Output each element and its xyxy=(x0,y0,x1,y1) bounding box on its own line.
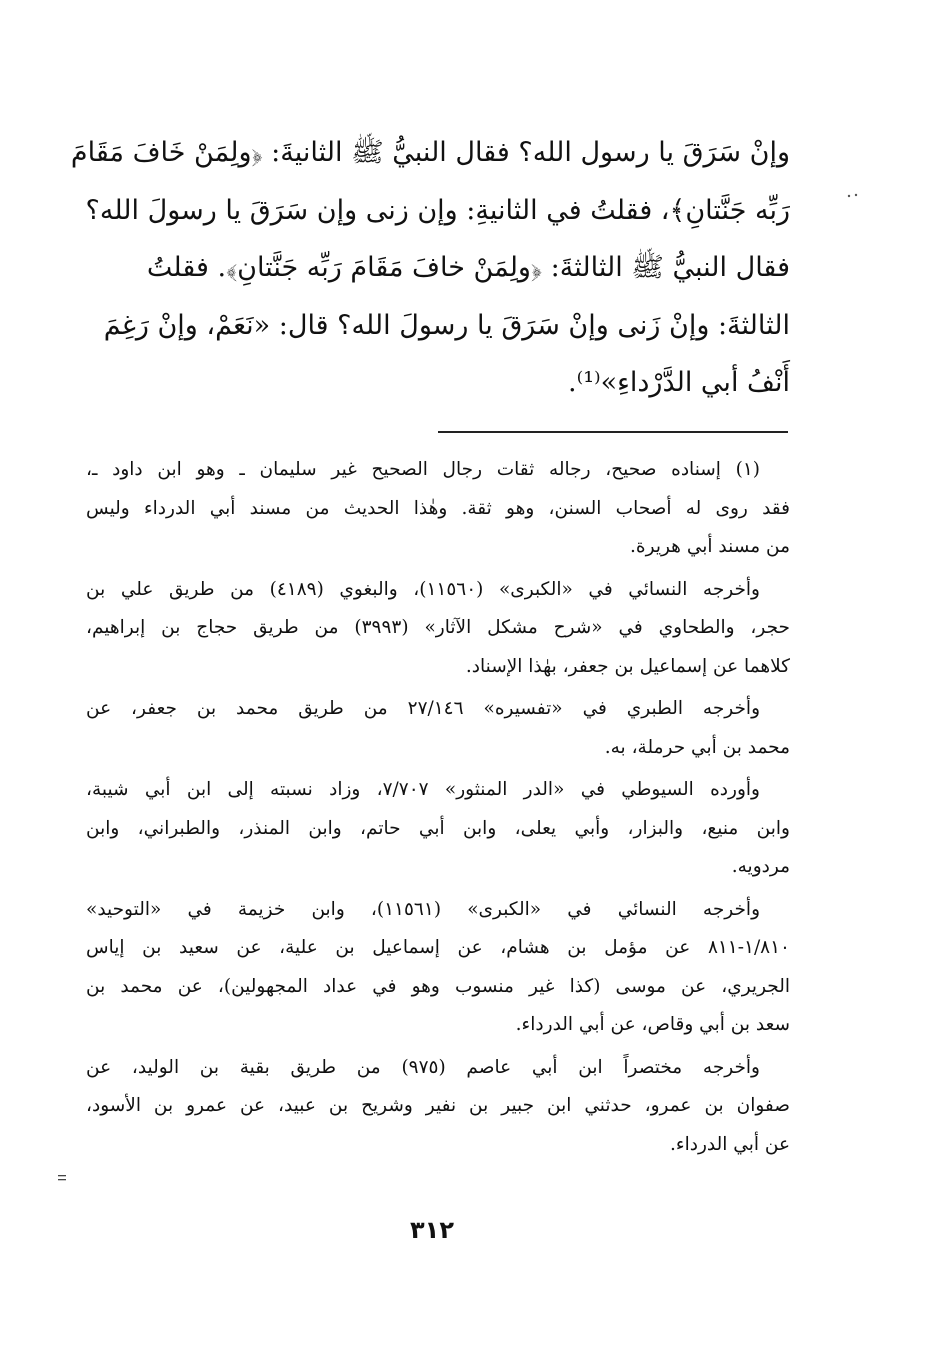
footnote-line: وابن منيع، والبزار، وأبي يعلى، وابن أبي حاتم، وابن المنذر، والطبراني، وابن xyxy=(86,817,790,839)
main-text-line: وإنْ سَرَقَ يا رسول الله؟ فقال النبيُّ ﷺ الثانيةَ: ﴿ولِمَنْ خَافَ مَقَامَ xyxy=(70,137,790,168)
footnote-line: صفوان بن عمرو، حدثني ابن جبير بن نفير وشريح بن عبيد، عن عمرو بن الأسود، xyxy=(86,1095,790,1116)
footnote-line: من مسند أبي هريرة. xyxy=(630,536,790,557)
footnote-line: وأورده السيوطي في «الدر المنثور» ٧/٧٠٧، وزاد نسبته إلى ابن أبي شيبة، xyxy=(86,779,760,800)
footnote-line: فقد روى له أصحاب السنن، وهو ثقة. وهٰذا الحديث من مسند أبي الدرداء وليس xyxy=(86,497,790,519)
footnote-paragraph xyxy=(86,690,790,767)
footnote-paragraph xyxy=(86,891,790,1045)
footnote-line: سعد بن أبي وقاص، عن أبي الدرداء. xyxy=(515,1014,790,1035)
footnotes xyxy=(86,451,790,1164)
footnote-paragraph xyxy=(86,771,790,887)
footnote-divider xyxy=(438,431,788,433)
scan-speck-mark xyxy=(57,1174,67,1182)
footnote-line: كلاهما عن إسماعيل بن جعفر، بهٰذا الإسناد. xyxy=(465,655,790,677)
main-text-line: أَنْفُ أبي الدَّرْداءِ»⁽¹⁾. xyxy=(567,367,790,398)
main-text-line: الثالثةَ: وإنْ زَنى وإنْ سَرَقَ يا رسولَ الله؟ قال: «نَعَمْ، وإنْ رَغِمَ xyxy=(103,309,790,341)
footnote-line: حجر، والطحاوي في «شرح مشكل الآثار» (٣٩٩٣) من طريق حجاج بن إبراهيم، xyxy=(86,617,790,638)
main-text xyxy=(70,124,790,412)
footnote-paragraph xyxy=(86,451,790,567)
scan-speck-mark xyxy=(846,193,860,199)
footnote-line: ١/٨١٠-٨١١ عن مؤمل بن هشام، عن إسماعيل بن علية، عن سعيد بن إياس xyxy=(86,937,790,958)
page-number: ٣١٢ xyxy=(410,1216,454,1244)
main-text-line: رَبِّه جَنَّتانِ﴾، فقلتُ في الثانيةِ: وإن زنى وإن سَرَقَ يا رسولَ الله؟ xyxy=(85,194,790,226)
footnote-line: مردويه. xyxy=(731,856,790,877)
main-text-line: فقال النبيُّ ﷺ الثالثةَ: ﴿ولِمَنْ خافَ مَقَامَ رَبِّه جَنَّتانِ﴾. فقلتُ xyxy=(146,252,790,283)
footnote-line: وأخرجه الطبري في «تفسيره» ٢٧/١٤٦ من طريق محمد بن جعفر، عن xyxy=(86,698,760,719)
footnote-line: وأخرجه النسائي في «الكبرى» (١١٥٦٠)، والبغوي (٤١٨٩) من طريق علي بن xyxy=(86,578,760,600)
footnote-line: وأخرجه النسائي في «الكبرى» (١١٥٦١)، وابن خزيمة في «التوحيد» xyxy=(86,898,761,920)
footnote-line: وأخرجه مختصراً ابن أبي عاصم (٩٧٥) من طريق بقية بن الوليد، عن xyxy=(86,1056,760,1078)
footnote-line: (١) إسناده صحيح، رجاله ثقات رجال الصحيح غير سليمان ـ وهو ابن داود ـ، xyxy=(86,459,760,480)
footnote-line: عن أبي الدرداء. xyxy=(670,1133,790,1155)
footnote-paragraph xyxy=(86,1049,790,1165)
footnote-paragraph xyxy=(86,571,790,687)
footnote-line: الجريري، عن موسى (كذا غير منسوب وهو في عداد المجهولين)، عن محمد بن xyxy=(86,975,790,997)
footnote-line: محمد بن أبي حرملة، به. xyxy=(604,736,790,758)
